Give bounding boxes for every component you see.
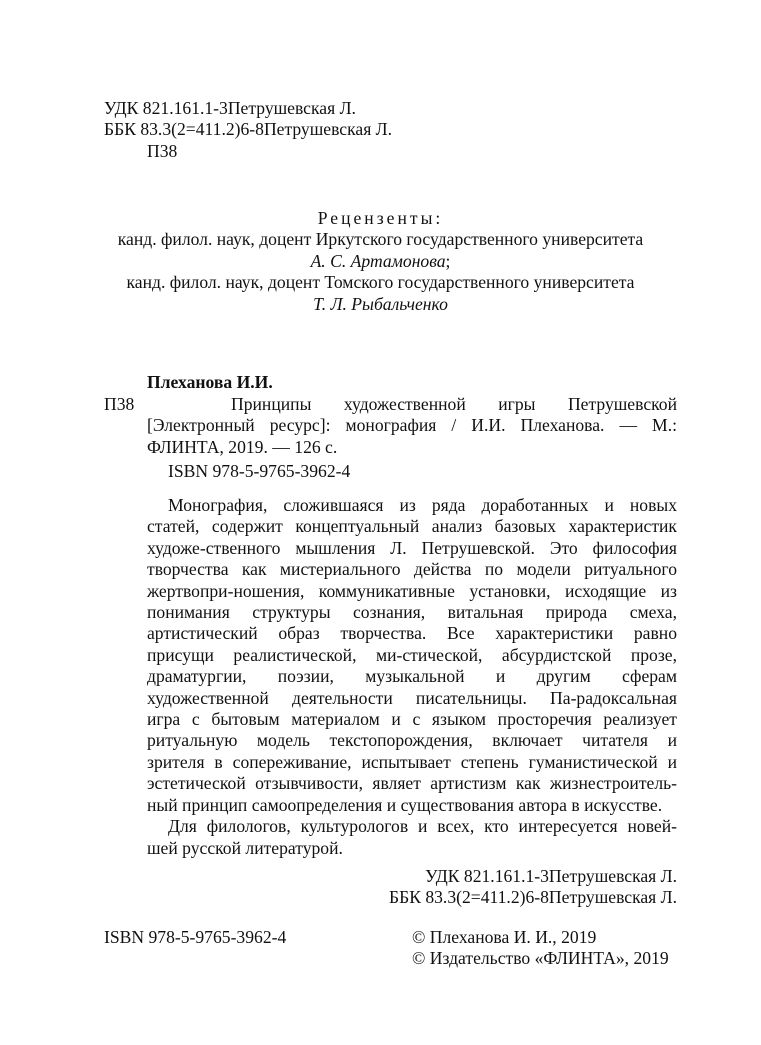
title-line-1: Принципы художественной игры Петрушевской (231, 394, 677, 414)
abstract-line: статей, содержит концептуальный анализ базовых характеристик (147, 516, 677, 537)
reviewer-1-position: канд. филол. наук, доцент Иркутского государственного университета (117, 229, 644, 250)
audience-line: Для филологов, культурологов и всех, кто интересуется новей- (168, 816, 677, 837)
reviewers-block (0, 208, 761, 315)
reviewer-1-suffix: ; (445, 250, 451, 271)
footer-classification-codes (389, 866, 677, 909)
abstract-line: понимания структуры сознания, витальная природа смеха, (147, 602, 677, 623)
abstract-line: художе-ственного мышления Л. Петрушевской. Это философия (147, 537, 677, 558)
record-isbn: ISBN 978-5-9765-3962-4 (168, 461, 351, 481)
copyright-author: © Плеханова И. И., 2019 (412, 927, 597, 947)
classification-codes (104, 98, 392, 162)
reviewers-heading: Рецензенты: (317, 208, 444, 228)
title-line-2: [Электронный ресурс]: монография / И.И. Плеханова. — М.: (147, 415, 677, 436)
abstract-line: зрителя в сопереживание, испытывает степень гуманистической и (147, 751, 677, 772)
title-line-3: ФЛИНТА, 2019. — 126 с. (147, 436, 338, 457)
copyright-block (412, 927, 669, 970)
reviewer-2-name: Т. Л. Рыбальченко (313, 293, 448, 314)
audience-line: шей русской литературой. (147, 837, 343, 858)
copyright-publisher: © Издательство «ФЛИНТА», 2019 (412, 948, 669, 969)
reviewer-1-line (0, 251, 761, 272)
footer-bbk-code: ББК 83.3(2=411.2)6-8Петрушевская Л. (388, 887, 677, 908)
footer-udk-code: УДК 821.161.1-3Петрушевская Л. (425, 866, 677, 886)
abstract-line: игра с бытовым материалом и с языком просторечия реализует (147, 709, 677, 730)
abstract-line: драматургии, поэзии, музыкальной и другим сферам (147, 666, 677, 687)
udk-code: УДК 821.161.1-3Петрушевская Л. (104, 98, 356, 118)
abstract-line: артистический образ творчества. Все характеристики равно (147, 623, 677, 644)
abstract-line: жертвопри-ношения, коммуникативные установки, исходящие из (147, 580, 677, 601)
abstract-line: творчества как мистериального действа по модели ритуального (147, 559, 677, 580)
abstract-line: Монография, сложившаяся из ряда доработанных и новых (168, 495, 677, 515)
abstract-line: художественной деятельности писательницы. Па-радоксальная (147, 687, 677, 708)
abstract (147, 495, 677, 859)
record-author: Плеханова И.И. (147, 372, 273, 392)
abstract-line: ный принцип самоопределения и существования автора в искусстве. (147, 794, 663, 815)
reviewer-1-name: А. С. Артамонова (310, 250, 446, 271)
record-author-mark: П38 (104, 394, 135, 414)
abstract-line: эстетической отзывчивости, являет артистизм как жизнестроитель- (147, 773, 677, 794)
reviewer-2-position: канд. филол. наук, доцент Томского государственного университета (126, 272, 635, 293)
bbk-code: ББК 83.3(2=411.2)6-8Петрушевская Л. (104, 119, 393, 140)
abstract-line: ритуальную модель текстопорождения, включает читателя и (147, 730, 677, 751)
author-mark: П38 (147, 140, 178, 161)
footer-isbn: ISBN 978-5-9765-3962-4 (104, 927, 287, 947)
reviewer-2-line (0, 294, 761, 315)
abstract-line: присущи реалистической, ми-стической, абсурдистской прозе, (147, 644, 677, 665)
bibliographic-description (147, 394, 677, 458)
